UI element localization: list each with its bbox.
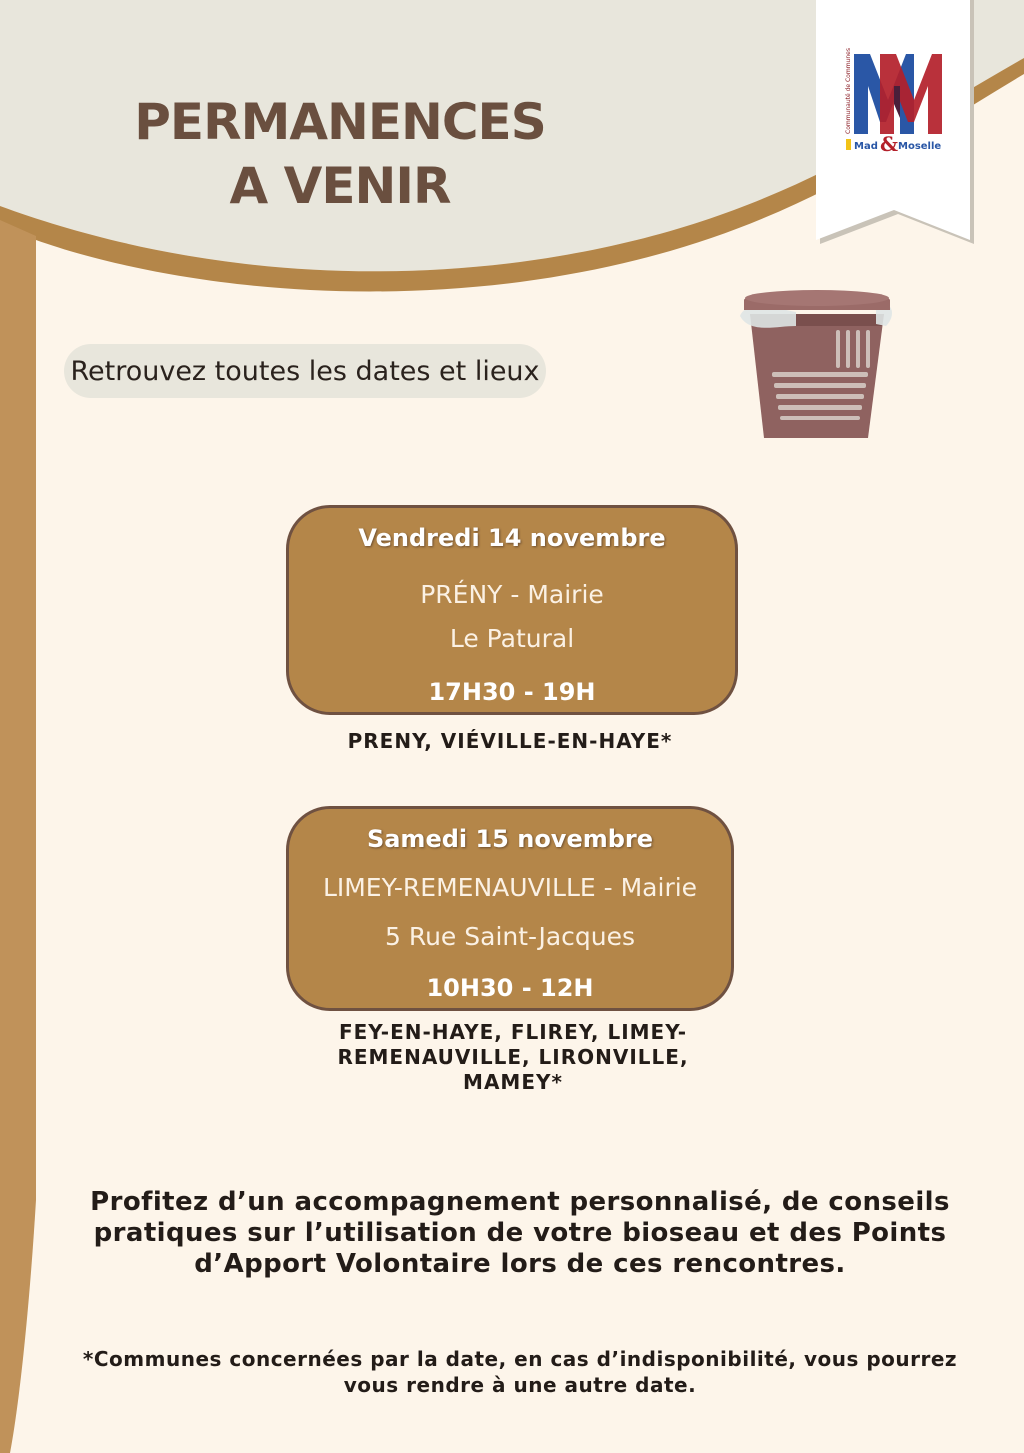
- footnote-line: vous rendre à une autre date.: [343, 1373, 697, 1397]
- event-time: 17H30 - 19H: [428, 678, 596, 706]
- subtitle-text: Retrouvez toutes les dates et lieux: [70, 355, 540, 387]
- subtitle-pill: [64, 344, 546, 398]
- left-stripe: [0, 220, 36, 1453]
- logo-ribbon: [814, 0, 976, 248]
- event-communes: [310, 729, 710, 753]
- body-line: Profitez d’un accompagnement personnalisé, de conseils: [90, 1187, 950, 1217]
- title-line-2: A VENIR: [229, 157, 451, 215]
- communes-line: FEY-EN-HAYE, FLIREY, LIMEY-: [338, 1020, 688, 1044]
- event-card: [286, 806, 734, 1011]
- event-communes: [290, 1020, 736, 1095]
- communes-line: MAMEY*: [463, 1070, 563, 1094]
- event-place: PRÉNY - Mairie: [420, 580, 604, 609]
- logo-brand-left: Mad: [854, 141, 878, 152]
- logo-brand-amp: &: [880, 132, 899, 156]
- body-line: pratiques sur l’utilisation de votre bioseau et des Points: [93, 1218, 947, 1248]
- bioseau-icon: [736, 286, 898, 446]
- footnote: [40, 1346, 1000, 1398]
- event-date: Samedi 15 novembre: [366, 825, 654, 853]
- communes-line: PRENY, VIÉVILLE-EN-HAYE*: [347, 729, 673, 753]
- logo-yellow-block: [846, 139, 851, 150]
- event-time: 10H30 - 12H: [426, 974, 594, 1002]
- communes-line: REMENAUVILLE, LIRONVILLE,: [337, 1045, 689, 1069]
- event-date: Vendredi 14 novembre: [358, 524, 666, 552]
- logo-brand-right: Moselle: [898, 141, 942, 152]
- body-line: d’Apport Volontaire lors de ces rencontres.: [194, 1249, 846, 1279]
- event-address: 5 Rue Saint-Jacques: [384, 922, 636, 951]
- event-card: [286, 505, 738, 715]
- event-place: LIMEY-REMENAUVILLE - Mairie: [322, 873, 698, 902]
- title-line-1: PERMANENCES: [134, 93, 546, 151]
- footnote-line: *Communes concernées par la date, en cas d’indisponibilité, vous pourrez: [82, 1347, 958, 1371]
- page-title: [90, 90, 590, 218]
- logo-side-text: Communauté de Communes: [845, 48, 852, 134]
- body-paragraph: [70, 1187, 970, 1280]
- event-address: Le Patural: [449, 624, 575, 653]
